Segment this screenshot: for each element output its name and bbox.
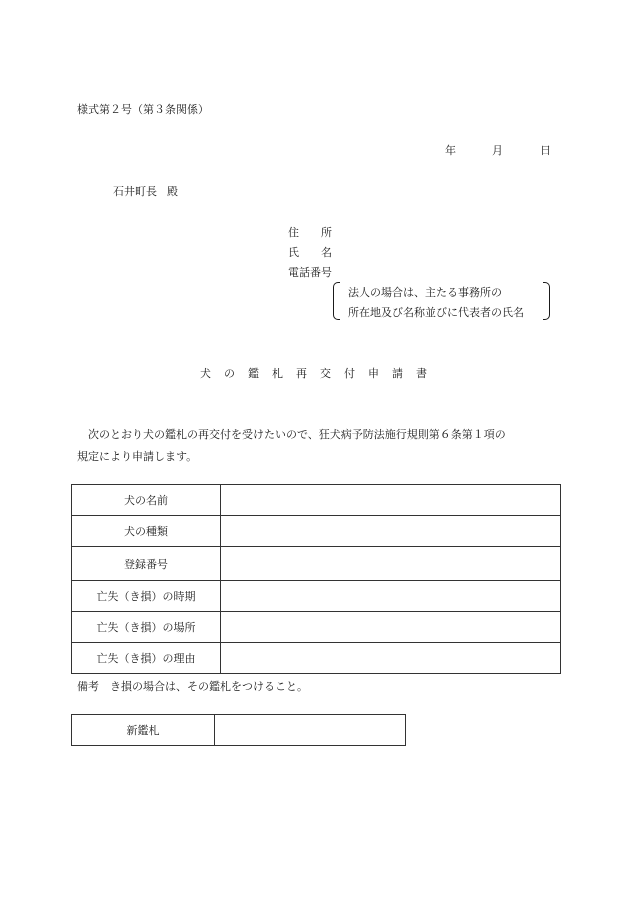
document-title: 犬の鑑札再交付申請書	[200, 367, 440, 380]
row-value-loss-date[interactable]	[221, 581, 561, 612]
body-text-line-2: 規定により申請します。	[77, 450, 198, 463]
applicant-address-label: 住 所	[288, 226, 332, 239]
corporation-note-left-bracket	[333, 282, 340, 320]
form-number: 様式第２号（第３条関係）	[77, 103, 209, 116]
table-row	[72, 643, 561, 674]
table-row	[72, 485, 561, 516]
new-tag-label: 新鑑札	[72, 715, 215, 746]
row-label-loss-place: 亡失（き損）の場所	[72, 612, 221, 643]
body-text-line-1: 次のとおり犬の鑑札の再交付を受けたいので、狂犬病予防法施行規則第６条第１項の	[77, 428, 506, 441]
corporation-note-right-bracket	[543, 282, 550, 320]
row-value-loss-place[interactable]	[221, 612, 561, 643]
row-label-dog-breed: 犬の種類	[72, 516, 221, 547]
date-day-label: 日	[540, 144, 551, 157]
table-row	[72, 581, 561, 612]
corporation-note-line-2: 所在地及び名称並びに代表者の氏名	[348, 306, 524, 319]
date-month-label: 月	[492, 144, 503, 157]
row-label-registration-number: 登録番号	[72, 547, 221, 581]
row-value-dog-name[interactable]	[221, 485, 561, 516]
addressee-name: 石井町長	[113, 185, 157, 198]
corporation-note-line-1: 法人の場合は、主たる事務所の	[348, 286, 502, 299]
application-table	[71, 484, 561, 674]
date-year-label: 年	[445, 144, 456, 157]
table-row	[72, 715, 406, 746]
row-value-loss-reason[interactable]	[221, 643, 561, 674]
addressee-title: 殿	[167, 185, 178, 198]
new-tag-table	[71, 714, 406, 746]
applicant-name-label: 氏 名	[288, 246, 332, 259]
table-row	[72, 612, 561, 643]
corporation-note	[348, 283, 524, 323]
row-label-dog-name: 犬の名前	[72, 485, 221, 516]
table-row	[72, 547, 561, 581]
body-text	[77, 424, 547, 468]
table-row	[72, 516, 561, 547]
row-label-loss-reason: 亡失（き損）の理由	[72, 643, 221, 674]
row-label-loss-date: 亡失（き損）の時期	[72, 581, 221, 612]
row-value-dog-breed[interactable]	[221, 516, 561, 547]
row-value-registration-number[interactable]	[221, 547, 561, 581]
remarks: 備考 き損の場合は、その鑑札をつけること。	[77, 680, 308, 693]
new-tag-value[interactable]	[215, 715, 406, 746]
addressee	[113, 183, 178, 199]
applicant-phone-label: 電話番号	[288, 266, 332, 279]
